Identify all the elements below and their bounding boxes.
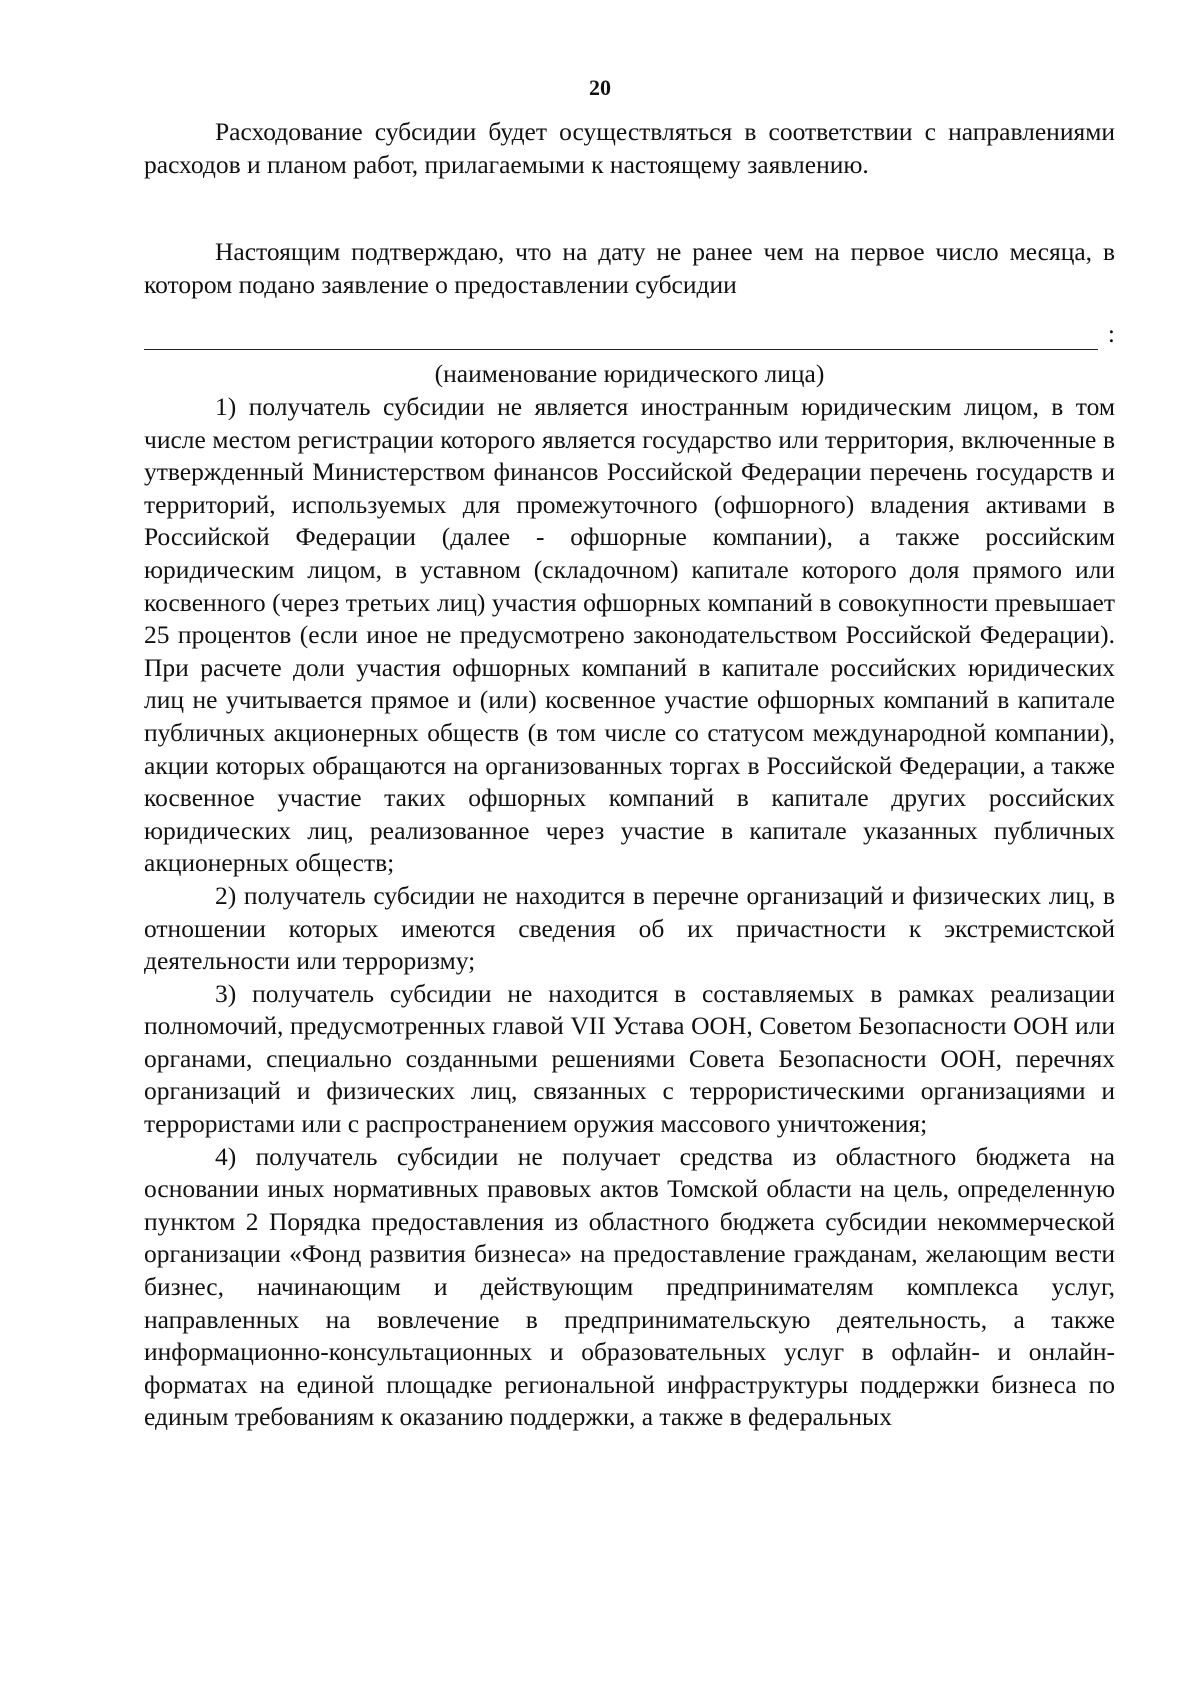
field-trailing-colon: : (1107, 319, 1115, 348)
intro-paragraph-confirmation (144, 236, 1115, 301)
page-number: 20 (589, 75, 611, 100)
list-item-other-funding: 4) получатель субсидии не получает средства из областного бюджета на основании иных нормативных правовых актов Томской области на цель, определенную пунктом 2 Порядка предоставления из областного бюджета субсидии некоммерческой организации «Фонд развития бизнеса» на предоставление гражданам, желающим вести бизнес, начинающим и действующим предпринимателям комплекса услуг, направленных на вовлечение в предпринимательскую деятельность, а также информационно-консультационных и образовательных услуг в офлайн- и онлайн-форматах на единой площадке региональной инфраструктуры поддержки бизнеса по единым требованиям к оказанию поддержки, а также в федеральных (144, 1141, 1115, 1432)
intro-paragraph-spending (144, 116, 1115, 181)
field-caption: (наименование юридического лица) (434, 359, 825, 388)
list-item-un-sanctions: 3) получатель субсидии не находится в составляемых в рамках реализации полномочий, предусмотренных главой VII Устава ООН, Советом Безопасности ООН или органами, специально созданными решениями Совета Безопасности ООН, перечнях организаций и физических лиц, связанных с террористическими организациями и террористами или с распространением оружия массового уничтожения; (144, 978, 1115, 1139)
blank-fill-line (144, 349, 1098, 350)
list-item-offshore: 1) получатель субсидии не является иностранным юридическим лицом, в том числе местом регистрации которого является государство или территория, включенные в утвержденный Министерством финансов Российской Федерации перечень государств и территорий, используемых для промежуточного (офшорного) владения активами в Российской Федерации (далее - офшорные компании), а также российским юридическим лицом, в уставном (складочном) капитале которого доля прямого или косвенного (через третьих лиц) участия офшорных компаний в совокупности превышает 25 процентов (если иное не предусмотрено законодательством Российской Федерации). При расчете доли участия офшорных компаний в капитале российских юридических лиц не учитывается прямое и (или) косвенное участие офшорных компаний в капитале публичных акционерных обществ (в том числе со статусом международной компании), акции которых обращаются на организованных торгах в Российской Федерации, а также косвенное участие таких офшорных компаний в капитале других российских юридических лиц, реализованное через участие в капитале указанных публичных акционерных обществ; (144, 392, 1115, 878)
paragraph-text: Расходование субсидии будет осуществляться в соответствии с направлениями расходов и планом работ, прилагаемыми к настоящему заявлению. (144, 117, 1115, 179)
list-item-extremism: 2) получатель субсидии не находится в перечне организаций и физических лиц, в отношении которых имеются сведения об их причастности к экстремистской деятельности или терроризму; (144, 880, 1115, 976)
paragraph-text: Настоящим подтверждаю, что на дату не ранее чем на первое число месяца, в котором подано заявление о предоставлении субсидии (144, 237, 1115, 299)
conditions-list (144, 391, 1115, 1434)
legal-entity-name-field (144, 318, 1115, 352)
